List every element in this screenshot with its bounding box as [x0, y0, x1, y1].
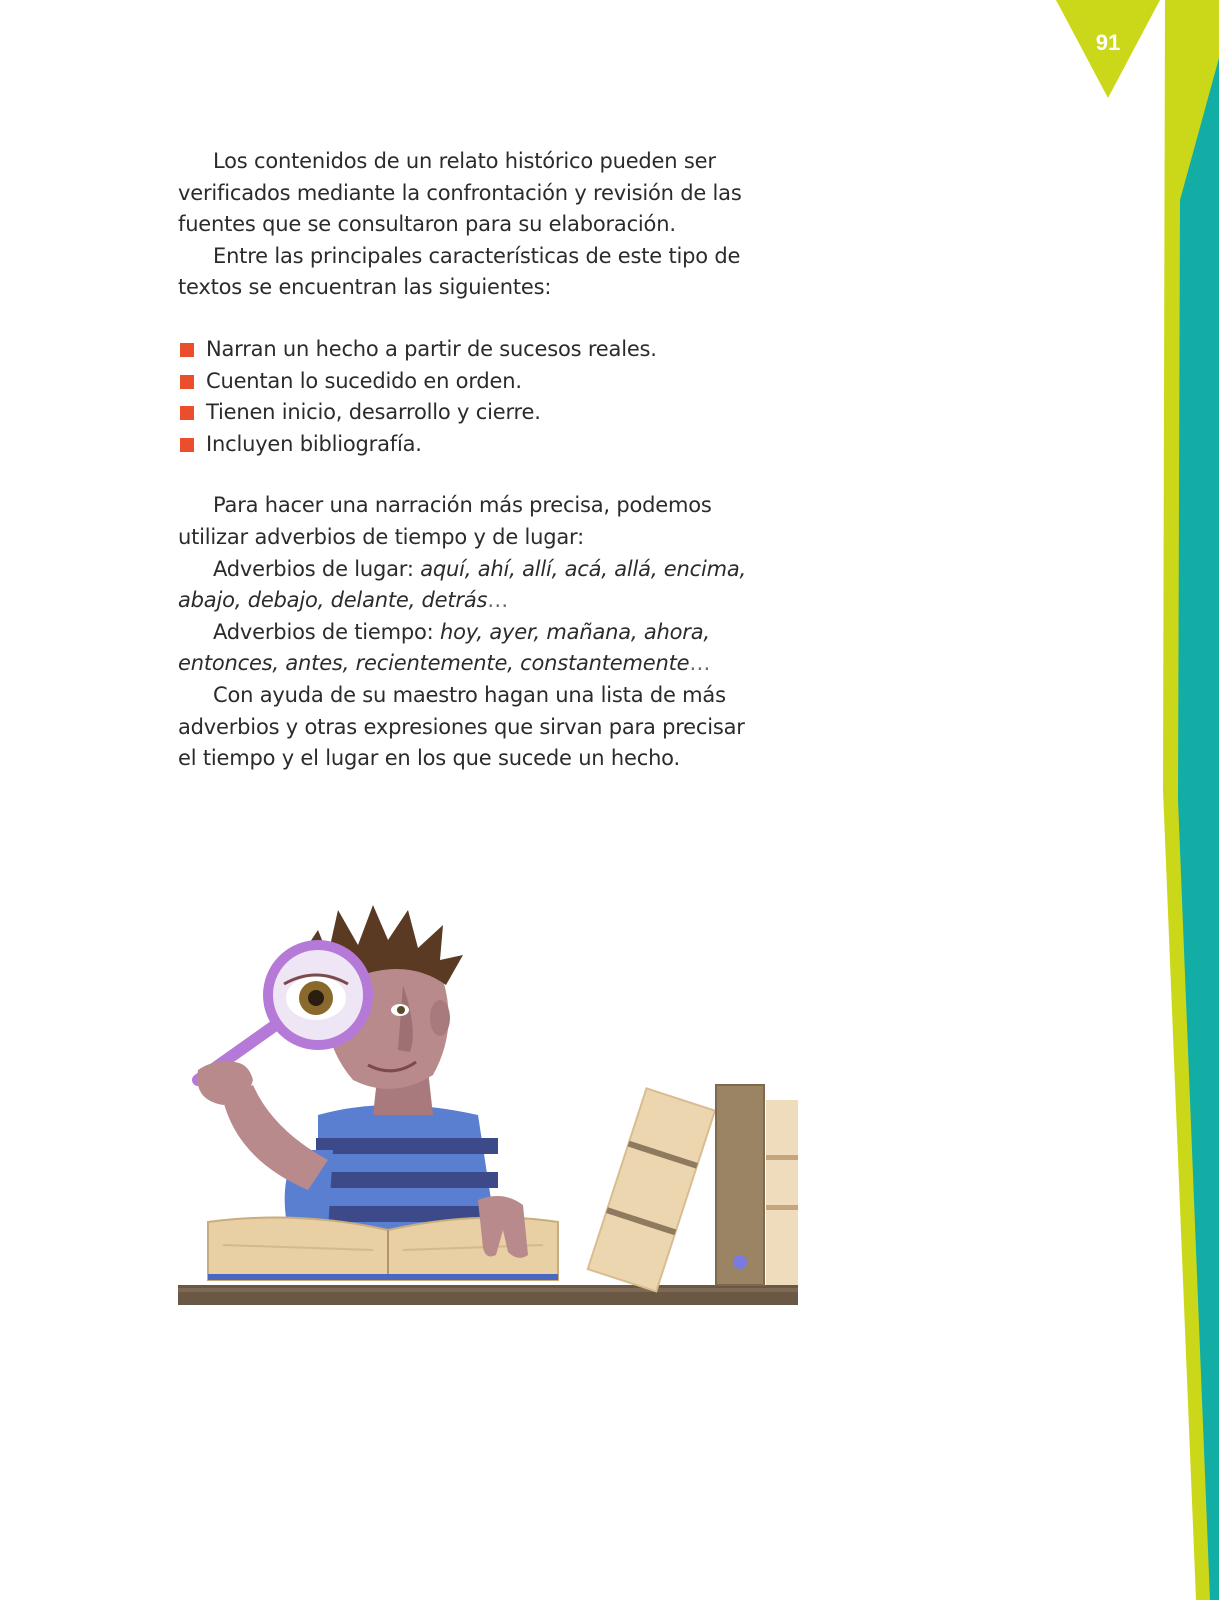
list-item-text: Tienen inicio, desarrollo y cierre. — [206, 400, 541, 425]
adverbs-place-ellipsis: … — [487, 588, 509, 613]
adverbs-place-label: Adverbios de lugar: — [213, 556, 421, 581]
leaning-book — [588, 1088, 715, 1291]
page-number: 91 — [1095, 30, 1121, 55]
list-item — [178, 429, 758, 461]
adverbs-place-words: aquí, ahí, allí, acá, allá, encima, abajo, debajo, delante, detrás — [178, 556, 747, 613]
adverbs-time-words: hoy, ayer, mañana, ahora, entonces, antes, recientemente, constantemente — [178, 619, 710, 676]
paragraph-adverbs-time — [178, 617, 758, 680]
paragraph-activity: Con ayuda de su maestro hagan una lista de más adverbios y otras expresiones que sirvan para precisar el tiempo y el lugar en los que sucede un hecho. — [178, 682, 745, 771]
paragraph-precision: Para hacer una narración más precisa, podemos utilizar adverbios de tiempo y de lugar: — [178, 493, 712, 549]
boy-left-arm — [223, 1085, 328, 1190]
boy-with-magnifying-glass-illustration — [178, 900, 798, 1310]
bullet-square-icon — [180, 375, 194, 389]
list-item — [178, 334, 758, 366]
list-item-text: Incluyen bibliografía. — [206, 431, 422, 456]
standing-book-light — [766, 1100, 798, 1285]
list-item-text: Narran un hecho a partir de sucesos reales. — [206, 336, 657, 361]
paragraph-adverbs-place — [178, 554, 758, 617]
characteristics-list — [178, 334, 758, 460]
paragraph-characteristics: Entre las principales características de este tipo de textos se encuentran las siguientes: — [178, 243, 741, 300]
list-item — [178, 397, 758, 429]
list-item-text: Cuentan lo sucedido en orden. — [206, 368, 522, 393]
book-band — [766, 1205, 798, 1210]
book-band — [766, 1155, 798, 1160]
bullet-square-icon — [180, 343, 194, 357]
bullet-square-icon — [180, 438, 194, 452]
bullet-square-icon — [180, 406, 194, 420]
list-item — [178, 366, 758, 398]
paragraph-sources: Los contenidos de un relato histórico pueden ser verificados mediante la confrontación y revisión de las fuentes que se consultaron para su elaboración. — [178, 149, 742, 237]
book-button-dot — [733, 1255, 747, 1269]
adverbs-time-label: Adverbios de tiempo: — [213, 619, 441, 644]
ground-texture — [178, 1288, 798, 1292]
text-column — [178, 146, 758, 775]
adverbs-time-ellipsis: … — [689, 651, 711, 676]
